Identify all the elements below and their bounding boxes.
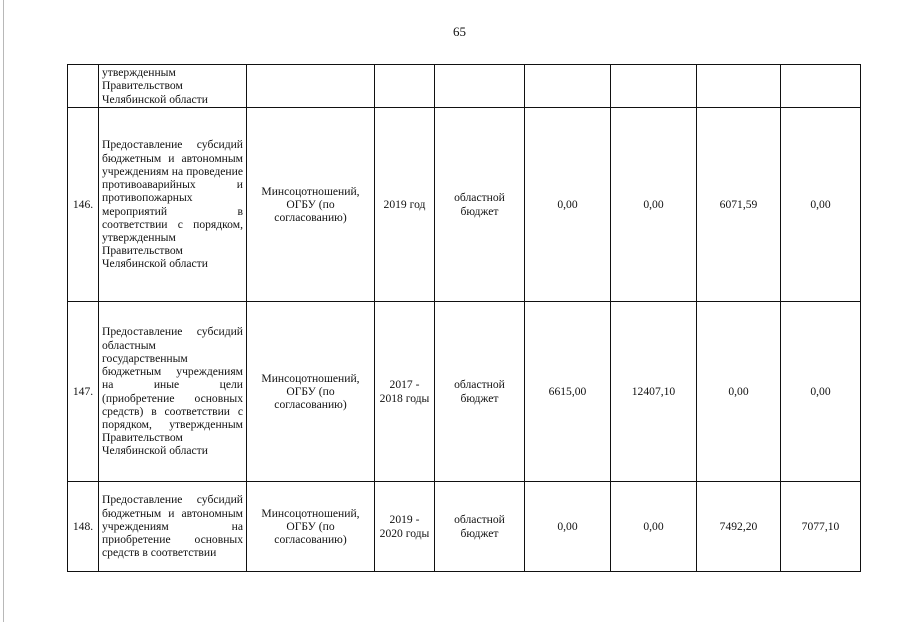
amount-1: 0,00 [525, 108, 611, 302]
amount-1: 6615,00 [525, 302, 611, 482]
row-number: 148. [68, 482, 99, 572]
measure-name: Предоставление субсидий бюджетным и автономным учреждениям на проведение противоаварийных и противопожарных мероприятий в соответствии с порядком, утвержденным Правительством Челябинской области [99, 108, 247, 302]
amount-1 [525, 65, 611, 108]
amount-4: 0,00 [781, 108, 861, 302]
amount-2 [611, 65, 697, 108]
period [375, 65, 435, 108]
row-number: 147. [68, 302, 99, 482]
row-number: 146. [68, 108, 99, 302]
executor: Минсоцотношений, ОГБУ (по согласованию) [247, 108, 375, 302]
table-row [68, 108, 861, 302]
amount-3: 7492,20 [697, 482, 781, 572]
measure-name: Предоставление субсидий областным государственным бюджетным учреждениям на иные цели (приобретение основных средств) в соответствии с порядком, утвержденным Правительством Челябинской области [99, 302, 247, 482]
table-row [68, 302, 861, 482]
page-number: 65 [453, 24, 466, 39]
amount-1: 0,00 [525, 482, 611, 572]
amount-3: 0,00 [697, 302, 781, 482]
program-table [67, 64, 861, 572]
funding-source: областной бюджет [435, 302, 525, 482]
amount-2: 0,00 [611, 108, 697, 302]
amount-3 [697, 65, 781, 108]
executor: Минсоцотношений, ОГБУ (по согласованию) [247, 302, 375, 482]
row-number [68, 65, 99, 108]
funding-source: областной бюджет [435, 108, 525, 302]
amount-2: 0,00 [611, 482, 697, 572]
measure-name: Предоставление субсидий бюджетным и автономным учреждениям на приобретение основных средств в соответствии [99, 482, 247, 572]
executor [247, 65, 375, 108]
period: 2019 - 2020 годы [375, 482, 435, 572]
measure-name: утвержденным Правительством Челябинской области [99, 65, 247, 108]
amount-4 [781, 65, 861, 108]
table-row [68, 482, 861, 572]
period: 2019 год [375, 108, 435, 302]
amount-4: 7077,10 [781, 482, 861, 572]
amount-3: 6071,59 [697, 108, 781, 302]
funding-source [435, 65, 525, 108]
funding-source: областной бюджет [435, 482, 525, 572]
table-row [68, 65, 861, 108]
amount-4: 0,00 [781, 302, 861, 482]
page-left-edge [3, 0, 4, 622]
amount-2: 12407,10 [611, 302, 697, 482]
executor: Минсоцотношений, ОГБУ (по согласованию) [247, 482, 375, 572]
period: 2017 - 2018 годы [375, 302, 435, 482]
